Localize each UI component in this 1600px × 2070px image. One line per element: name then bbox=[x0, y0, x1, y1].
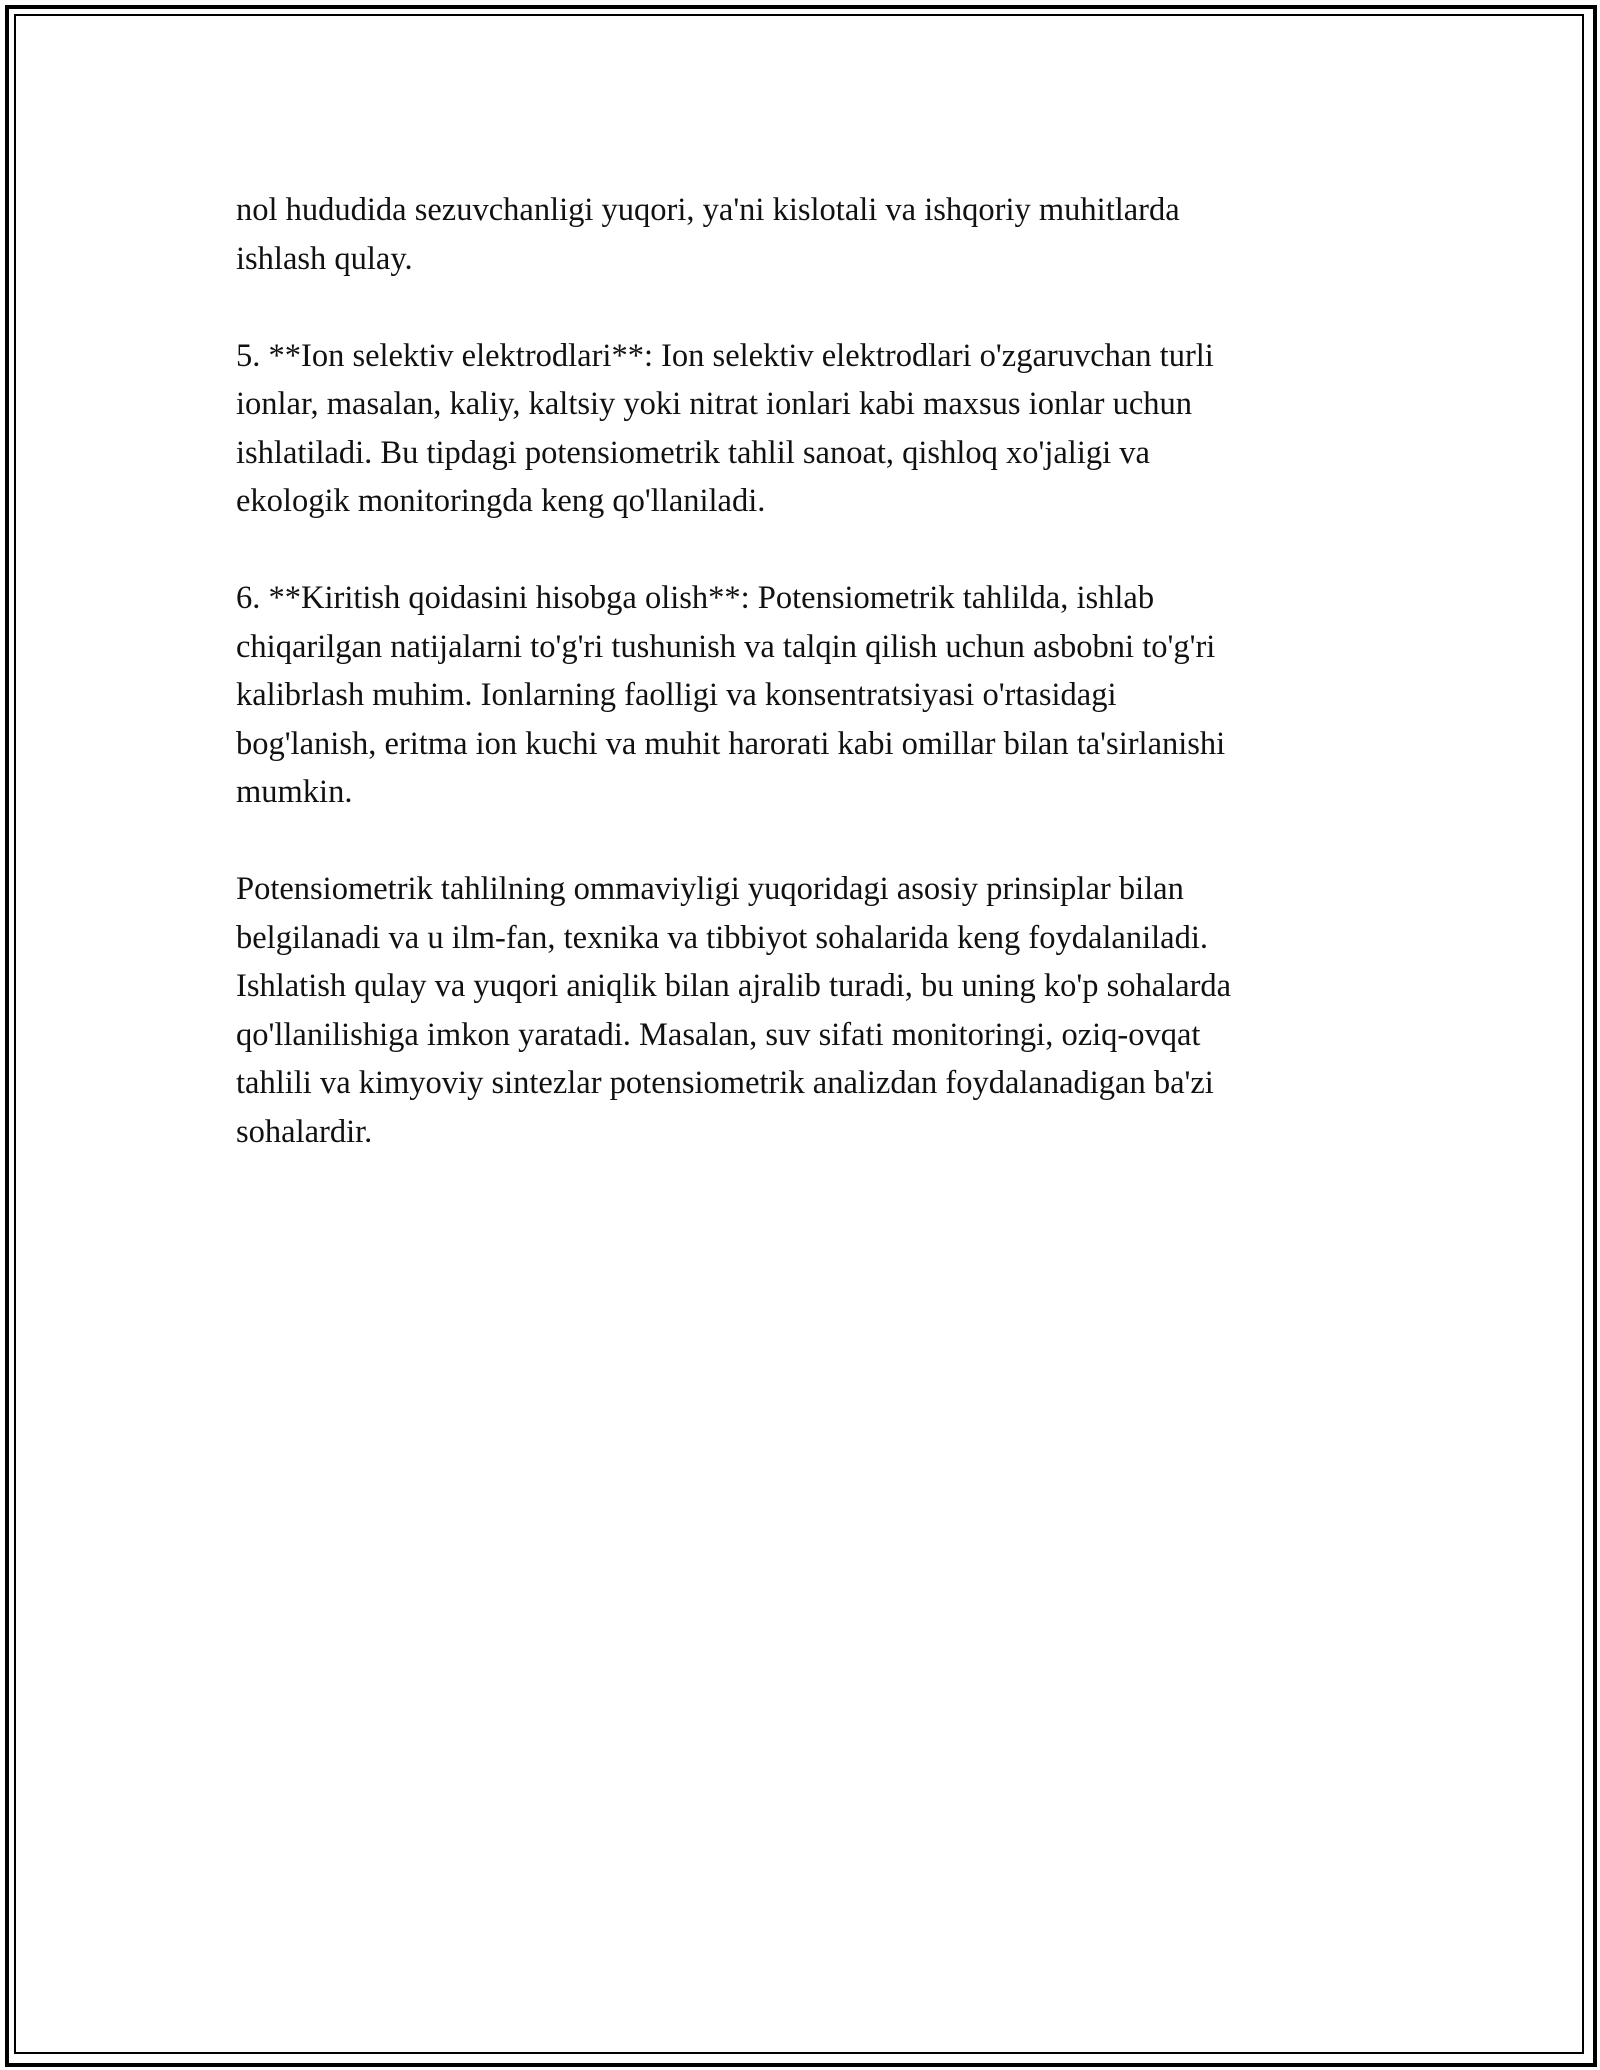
text-line: belgilanadi va u ilm-fan, texnika va tibbiyot sohalarida keng foydalaniladi. bbox=[236, 919, 1209, 956]
text-line: sohalardir. bbox=[236, 1113, 373, 1150]
text-line: chiqarilgan natijalarni to'g'ri tushunish va talqin qilish uchun asbobni to'g'ri bbox=[236, 628, 1216, 665]
paragraph-continuation bbox=[236, 186, 1376, 283]
document-body bbox=[236, 186, 1376, 1205]
text-line: nol hududida sezuvchanligi yuqori, ya'ni kislotali va ishqoriy muhitlarda bbox=[236, 192, 1180, 228]
paragraph-conclusion bbox=[236, 865, 1376, 1156]
text-line: Ishlatish qulay va yuqori aniqlik bilan ajralib turadi, bu uning ko'p sohalarda bbox=[236, 968, 1232, 1004]
text-line: ekologik monitoringda keng qo'llaniladi. bbox=[236, 483, 766, 519]
text-line: qo'llanilishiga imkon yaratadi. Masalan, suv sifati monitoringi, oziq-ovqat bbox=[236, 1016, 1201, 1053]
paragraph-item-5 bbox=[236, 332, 1376, 526]
text-line: ionlar, masalan, kaliy, kaltsiy yoki nitrat ionlari kabi maxsus ionlar uchun bbox=[236, 386, 1193, 422]
text-line: bog'lanish, eritma ion kuchi va muhit harorati kabi omillar bilan ta'sirlanishi bbox=[236, 725, 1226, 762]
text-line: ishlatiladi. Bu tipdagi potensiometrik tahlil sanoat, qishloq xo'jaligi va bbox=[236, 434, 1150, 471]
text-line: Potensiometrik tahlilning ommaviyligi yuqoridagi asosiy prinsiplar bilan bbox=[236, 871, 1184, 907]
text-line: mumkin. bbox=[236, 774, 353, 810]
text-line: 6. **Kiritish qoidasini hisobga olish**: Potensiometrik tahlilda, ishlab bbox=[236, 580, 1155, 616]
text-line: kalibrlash muhim. Ionlarning faolligi va konsentratsiyasi o'rtasidagi bbox=[236, 677, 1117, 713]
text-line: ishlash qulay. bbox=[236, 240, 413, 277]
text-line: tahlili va kimyoviy sintezlar potensiometrik analizdan foydalanadigan ba'zi bbox=[236, 1065, 1214, 1101]
text-line: 5. **Ion selektiv elektrodlari**: Ion selektiv elektrodlari o'zgaruvchan turli bbox=[236, 337, 1214, 374]
paragraph-item-6 bbox=[236, 574, 1376, 817]
